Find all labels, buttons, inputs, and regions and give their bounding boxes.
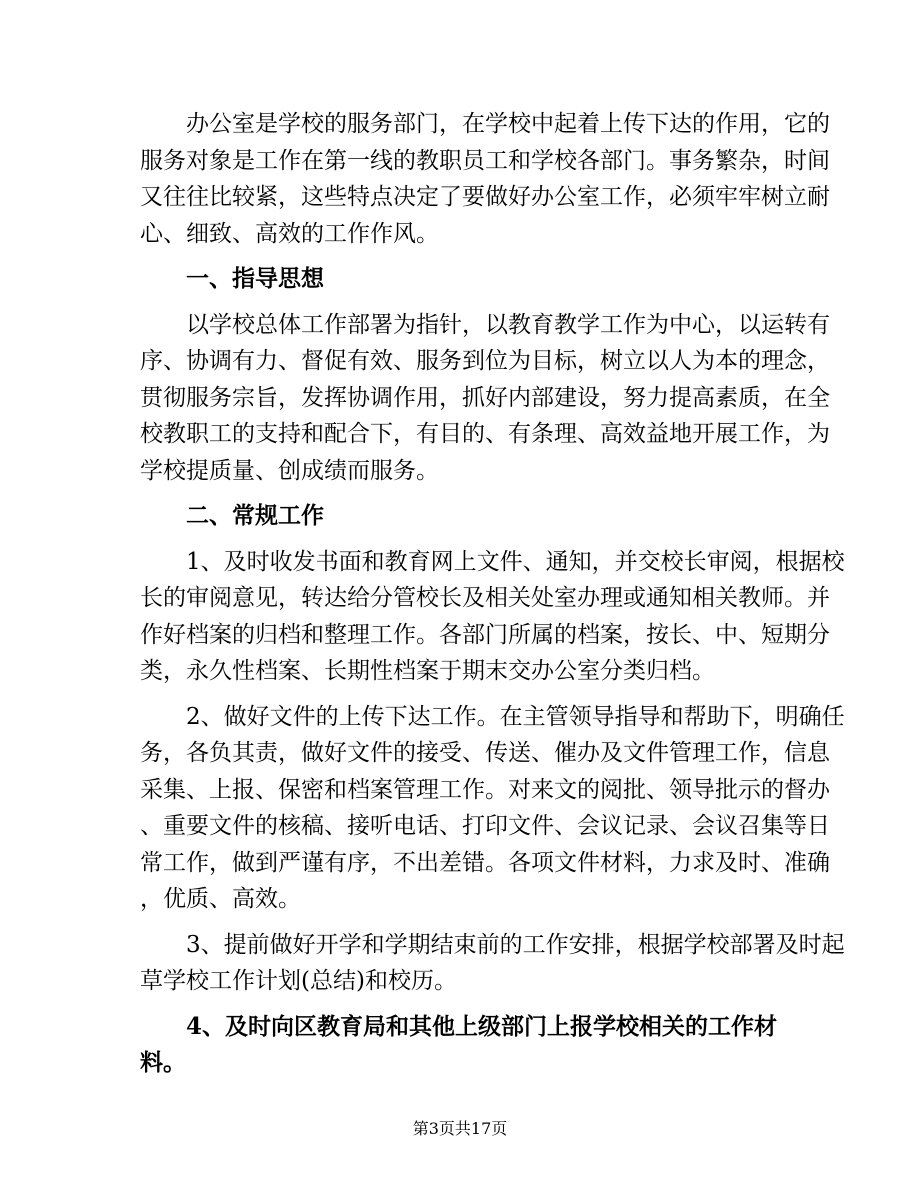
text-line: 常工作，做到严谨有序，不出差错。各项文件材料，力求及时、准确 [140, 849, 830, 876]
text-line: 序、协调有力、督促有效、服务到位为目标，树立以人为本的理念， [140, 348, 830, 374]
text-line: 长的审阅意见，转达给分管校长及相关处室办理或通知相关教师。并 [140, 585, 830, 611]
text-line: 2、做好文件的上传下达工作。在主管领导指导和帮助下，明确任 [140, 703, 845, 730]
text-line: 、重要文件的核稿、接听电话、打印文件、会议记录、会议召集等日 [140, 813, 830, 839]
text-line: 办公室是学校的服务部门，在学校中起着上传下达的作用，它的 [140, 111, 830, 137]
text-line: 贯彻服务宗旨，发挥协调作用，抓好内部建设，努力提高素质，在全 [140, 384, 830, 411]
routine-item-1 [140, 544, 845, 690]
routine-item-3 [140, 927, 845, 1000]
document-body [140, 106, 845, 1082]
guiding-ideology-paragraph [140, 307, 830, 490]
text-line: ，优质、高效。 [140, 886, 301, 912]
text-line: 草学校工作计划(总结)和校历。 [140, 968, 457, 994]
intro-paragraph [140, 106, 830, 252]
section-heading-routine-work: 二、常规工作 [140, 502, 324, 529]
text-line: 3、提前做好开学和学期结束前的工作安排，根据学校部署及时起 [140, 931, 845, 958]
text-line: 又往往比较紧，这些特点决定了要做好办公室工作，必须牢牢树立耐 [140, 184, 830, 210]
text-line: 以学校总体工作部署为指针，以教育教学工作为中心，以运转有 [140, 311, 830, 338]
text-line: 采集、上报、保密和档案管理工作。对来文的阅批、领导批示的督办 [140, 776, 830, 803]
text-line: 校教职工的支持和配合下，有目的、有条理、高效益地开展工作，为 [140, 421, 830, 447]
text-line: 服务对象是工作在第一线的教职员工和学校各部门。事务繁杂，时间 [140, 147, 830, 174]
page-number: 第3页共17页 [412, 1119, 508, 1138]
text-line: 类，永久性档案、长期性档案于期末交办公室分类归档。 [140, 658, 715, 684]
text-line: 学校提质量、创成绩而服务。 [140, 457, 439, 484]
text-line: 务，各负其责，做好文件的接受、传送、催办及文件管理工作，信息 [140, 740, 830, 766]
text-line: 作好档案的归档和整理工作。各部门所属的档案，按长、中、短期分 [140, 621, 830, 648]
section-heading-guiding-ideology: 一、指导思想 [140, 265, 324, 292]
text-line: 心、细致、高效的工作作风。 [140, 220, 439, 247]
routine-item-2 [140, 699, 845, 918]
text-line: 1、及时收发书面和教育网上文件、通知，并交校长审阅，根据校 [140, 548, 845, 575]
routine-item-4: 4、及时向区教育局和其他上级部门上报学校相关的工作材料。 [140, 1012, 778, 1076]
